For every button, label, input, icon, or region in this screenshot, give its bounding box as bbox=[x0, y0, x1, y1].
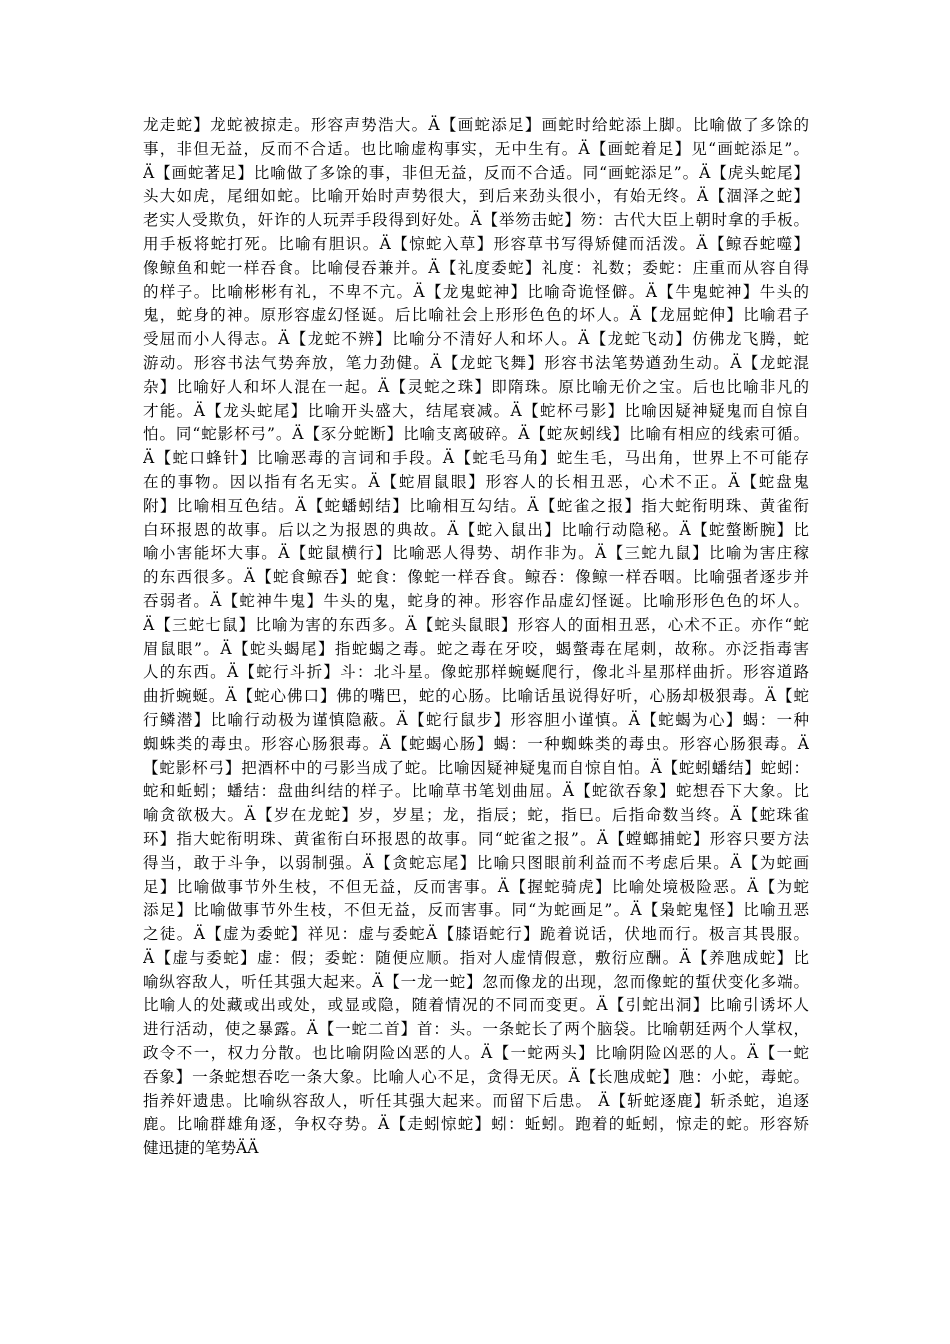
text-line: 添足】比喻做事节外生枝，不但无益，反而害事。同“为蛇画足”。Ä【枭蛇鬼怪】比喻丑恶 bbox=[143, 901, 809, 920]
text-line: 人的东西。Ä【蛇行斗折】斗：北斗星。像蛇那样蜿蜒爬行，像北斗星那样曲折。形容道路 bbox=[143, 663, 809, 682]
text-line: 用手板将蛇打死。比喻有胆识。Ä【惊蛇入草】形容草书写得矫健而活泼。Ä【鲸吞蛇噬】 bbox=[143, 234, 809, 253]
text-line: 的东西很多。Ä【蛇食鲸吞】蛇食：像蛇一样吞食。鲸吞：像鲸一样吞咽。比喻强者逐步并 bbox=[143, 568, 809, 587]
text-line: 指养奸遗患。比喻纵容敌人，听任其强大起来。而留下后患。 Ä【斩蛇逐鹿】斩杀蛇，追逐 bbox=[143, 1091, 809, 1110]
text-line: 才能。Ä【龙头蛇尾】比喻开头盛大，结尾衰减。Ä【蛇杯弓影】比喻因疑神疑鬼而自惊自 bbox=[143, 401, 809, 420]
text-line: 曲折蜿蜒。Ä【蛇心佛口】佛的嘴巴，蛇的心肠。比喻话虽说得好听，心肠却极狠毒。Ä【蛇 bbox=[143, 687, 809, 706]
text-line: 鹿。比喻群雄角逐，争权夺势。Ä【走蚓惊蛇】蚓：蚯蚓。跑着的蚯蚓，惊走的蛇。形容矫 bbox=[143, 1115, 809, 1134]
text-line: 附】比喻相互色结。Ä【蛇蟠蚓结】比喻相互勾结。Ä【蛇雀之报】指大蛇衔明珠、黄雀衔 bbox=[143, 496, 809, 515]
text-line: 健迅捷的笔势ÄÄ bbox=[143, 1139, 259, 1158]
text-line: 事，非但无益，反而不合适。也比喻虚构事实，无中生有。Ä【画蛇着足】见“画蛇添足”。 bbox=[143, 139, 809, 158]
text-line: 的样子。比喻彬彬有礼，不卑不亢。Ä【龙鬼蛇神】比喻奇诡怪僻。Ä【牛鬼蛇神】牛头的 bbox=[143, 282, 809, 301]
text-line: 行鳞潜】比喻行动极为谨慎隐蔽。Ä【蛇行鼠步】形容胆小谨慎。Ä【蛇蝎为心】蝎：一种 bbox=[143, 710, 809, 729]
text-line: 白环报恩的故事。后以之为报恩的典故。Ä【蛇入鼠出】比喻行动隐秘。Ä【蛇螫断腕】比 bbox=[143, 520, 809, 539]
text-line: 鬼，蛇身的神。原形容虚幻怪诞。后比喻社会上形形色色的坏人。Ä【龙屈蛇伸】比喻君子 bbox=[143, 306, 809, 325]
text-line: 游动。形容书法气势奔放，笔力劲健。Ä【龙蛇飞舞】形容书法笔势遒劲生动。Ä【龙蛇混 bbox=[143, 353, 809, 372]
text-line: Ä【虚与委蛇】虚：假；委蛇：随便应顺。指对人虚情假意，敷衍应酬。Ä【养虺成蛇】比 bbox=[143, 948, 809, 967]
text-line: 在的事物。因以指有名无实。Ä【蛇眉鼠眼】形容人的长相丑恶，心术不正。Ä【蛇盘鬼 bbox=[143, 472, 809, 491]
text-line: Ä【三蛇七鼠】比喻为害的东西多。Ä【蛇头鼠眼】形容人的面相丑恶，心术不正。亦作“蛇 bbox=[143, 615, 809, 634]
text-line: 眉鼠眼”。Ä【蛇头蝎尾】指蛇蝎之毒。蛇之毒在牙咬，蝎螫毒在尾刺，故称。亦泛指毒害 bbox=[143, 639, 809, 658]
text-line: 龙走蛇】龙蛇被掠走。形容声势浩大。Ä【画蛇添足】画蛇时给蛇添上脚。比喻做了多馀的 bbox=[143, 116, 809, 134]
text-line: 老实人受欺负，奸诈的人玩弄手段得到好处。Ä【举笏击蛇】笏：古代大臣上朝时拿的手板。 bbox=[143, 211, 809, 230]
text-line: 环】指大蛇衔明珠、黄雀衔白环报恩的故事。同“蛇雀之报”。Ä【螳螂捕蛇】形容只要方法 bbox=[143, 829, 809, 848]
text-line: 【蛇影杯弓】把酒杯中的弓影当成了蛇。比喻因疑神疑鬼而自惊自怕。Ä【蛇蚓蟠结】蛇蚓： bbox=[143, 758, 809, 777]
text-line: 头大如虎，尾细如蛇。比喻开始时声势很大，到后来劲头很小，有始无终。Ä【涸泽之蛇】 bbox=[143, 187, 809, 206]
text-line: 怕。同“蛇影杯弓”。Ä【豕分蛇断】比喻支离破碎。Ä【蛇灰蚓线】比喻有相应的线索可循。 bbox=[143, 425, 809, 444]
text-line: 像鲸鱼和蛇一样吞食。比喻侵吞兼并。Ä【礼度委蛇】礼度：礼数；委蛇：庄重而从容自得 bbox=[143, 258, 809, 277]
idiom-text-block bbox=[143, 114, 809, 1161]
text-line: 吞弱者。Ä【蛇神牛鬼】牛头的鬼，蛇身的神。形容作品虚幻怪诞。比喻形形色色的坏人。 bbox=[143, 591, 809, 610]
text-line: 喻小害能坏大事。Ä【蛇鼠横行】比喻恶人得势、胡作非为。Ä【三蛇九鼠】比喻为害庄稼 bbox=[143, 544, 809, 563]
text-line: 进行活动，使之暴露。Ä【一蛇二首】首：头。一条蛇长了两个脑袋。比喻朝廷两个人掌权， bbox=[143, 1020, 809, 1039]
text-line: 蜘蛛类的毒虫。形容心肠狠毒。Ä【蛇蝎心肠】蝎：一种蜘蛛类的毒虫。形容心肠狠毒。Ä bbox=[143, 734, 809, 753]
text-line: 喻纵容敌人，听任其强大起来。Ä【一龙一蛇】忽而像龙的出现，忽而像蛇的蜇伏变化多端。 bbox=[143, 972, 809, 991]
text-line: 得当，敢于斗争，以弱制强。Ä【贪蛇忘尾】比喻只图眼前利益而不考虑后果。Ä【为蛇画 bbox=[143, 853, 809, 872]
text-line: 杂】比喻好人和坏人混在一起。Ä【灵蛇之珠】即隋珠。原比喻无价之宝。后也比喻非凡的 bbox=[143, 377, 809, 396]
text-line: 政令不一，权力分散。也比喻阴险凶恶的人。Ä【一蛇两头】比喻阴险凶恶的人。Ä【一蛇 bbox=[143, 1044, 809, 1063]
text-line: 蛇和蚯蚓；蟠结：盘曲纠结的样子。比喻草书笔划曲屈。Ä【蛇欲吞象】蛇想吞下大象。比 bbox=[143, 782, 809, 801]
text-line: 吞象】一条蛇想吞吃一条大象。比喻人心不足，贪得无厌。Ä【长虺成蛇】虺：小蛇，毒蛇。 bbox=[143, 1067, 809, 1086]
text-line: 之徒。Ä【虚为委蛇】祥见：虚与委蛇Ä【膝语蛇行】跪着说话，伏地而行。极言其畏服。 bbox=[143, 925, 809, 944]
text-line: Ä【画蛇著足】比喻做了多馀的事，非但无益，反而不合适。同“画蛇添足”。Ä【虎头蛇尾】 bbox=[143, 163, 809, 182]
text-line: 足】比喻做事节外生枝，不但无益，反而害事。Ä【握蛇骑虎】比喻处境极险恶。Ä【为蛇 bbox=[143, 877, 809, 896]
text-line: 喻贪欲极大。Ä【岁在龙蛇】岁，岁星；龙，指辰；蛇，指巳。后指命数当终。Ä【蛇珠雀 bbox=[143, 806, 809, 825]
text-line: 受屈而小人得志。Ä【龙蛇不辨】比喻分不清好人和坏人。Ä【龙蛇飞动】仿佛龙飞腾，蛇 bbox=[143, 330, 809, 349]
text-line: 比喻人的处藏或出或处，或显或隐，随着情况的不同而变更。Ä【引蛇出洞】比喻引诱坏人 bbox=[143, 996, 809, 1015]
text-line: Ä【蛇口蜂针】比喻恶毒的言词和手段。Ä【蛇毛马角】蛇生毛，马出角，世界上不可能存 bbox=[143, 449, 809, 468]
